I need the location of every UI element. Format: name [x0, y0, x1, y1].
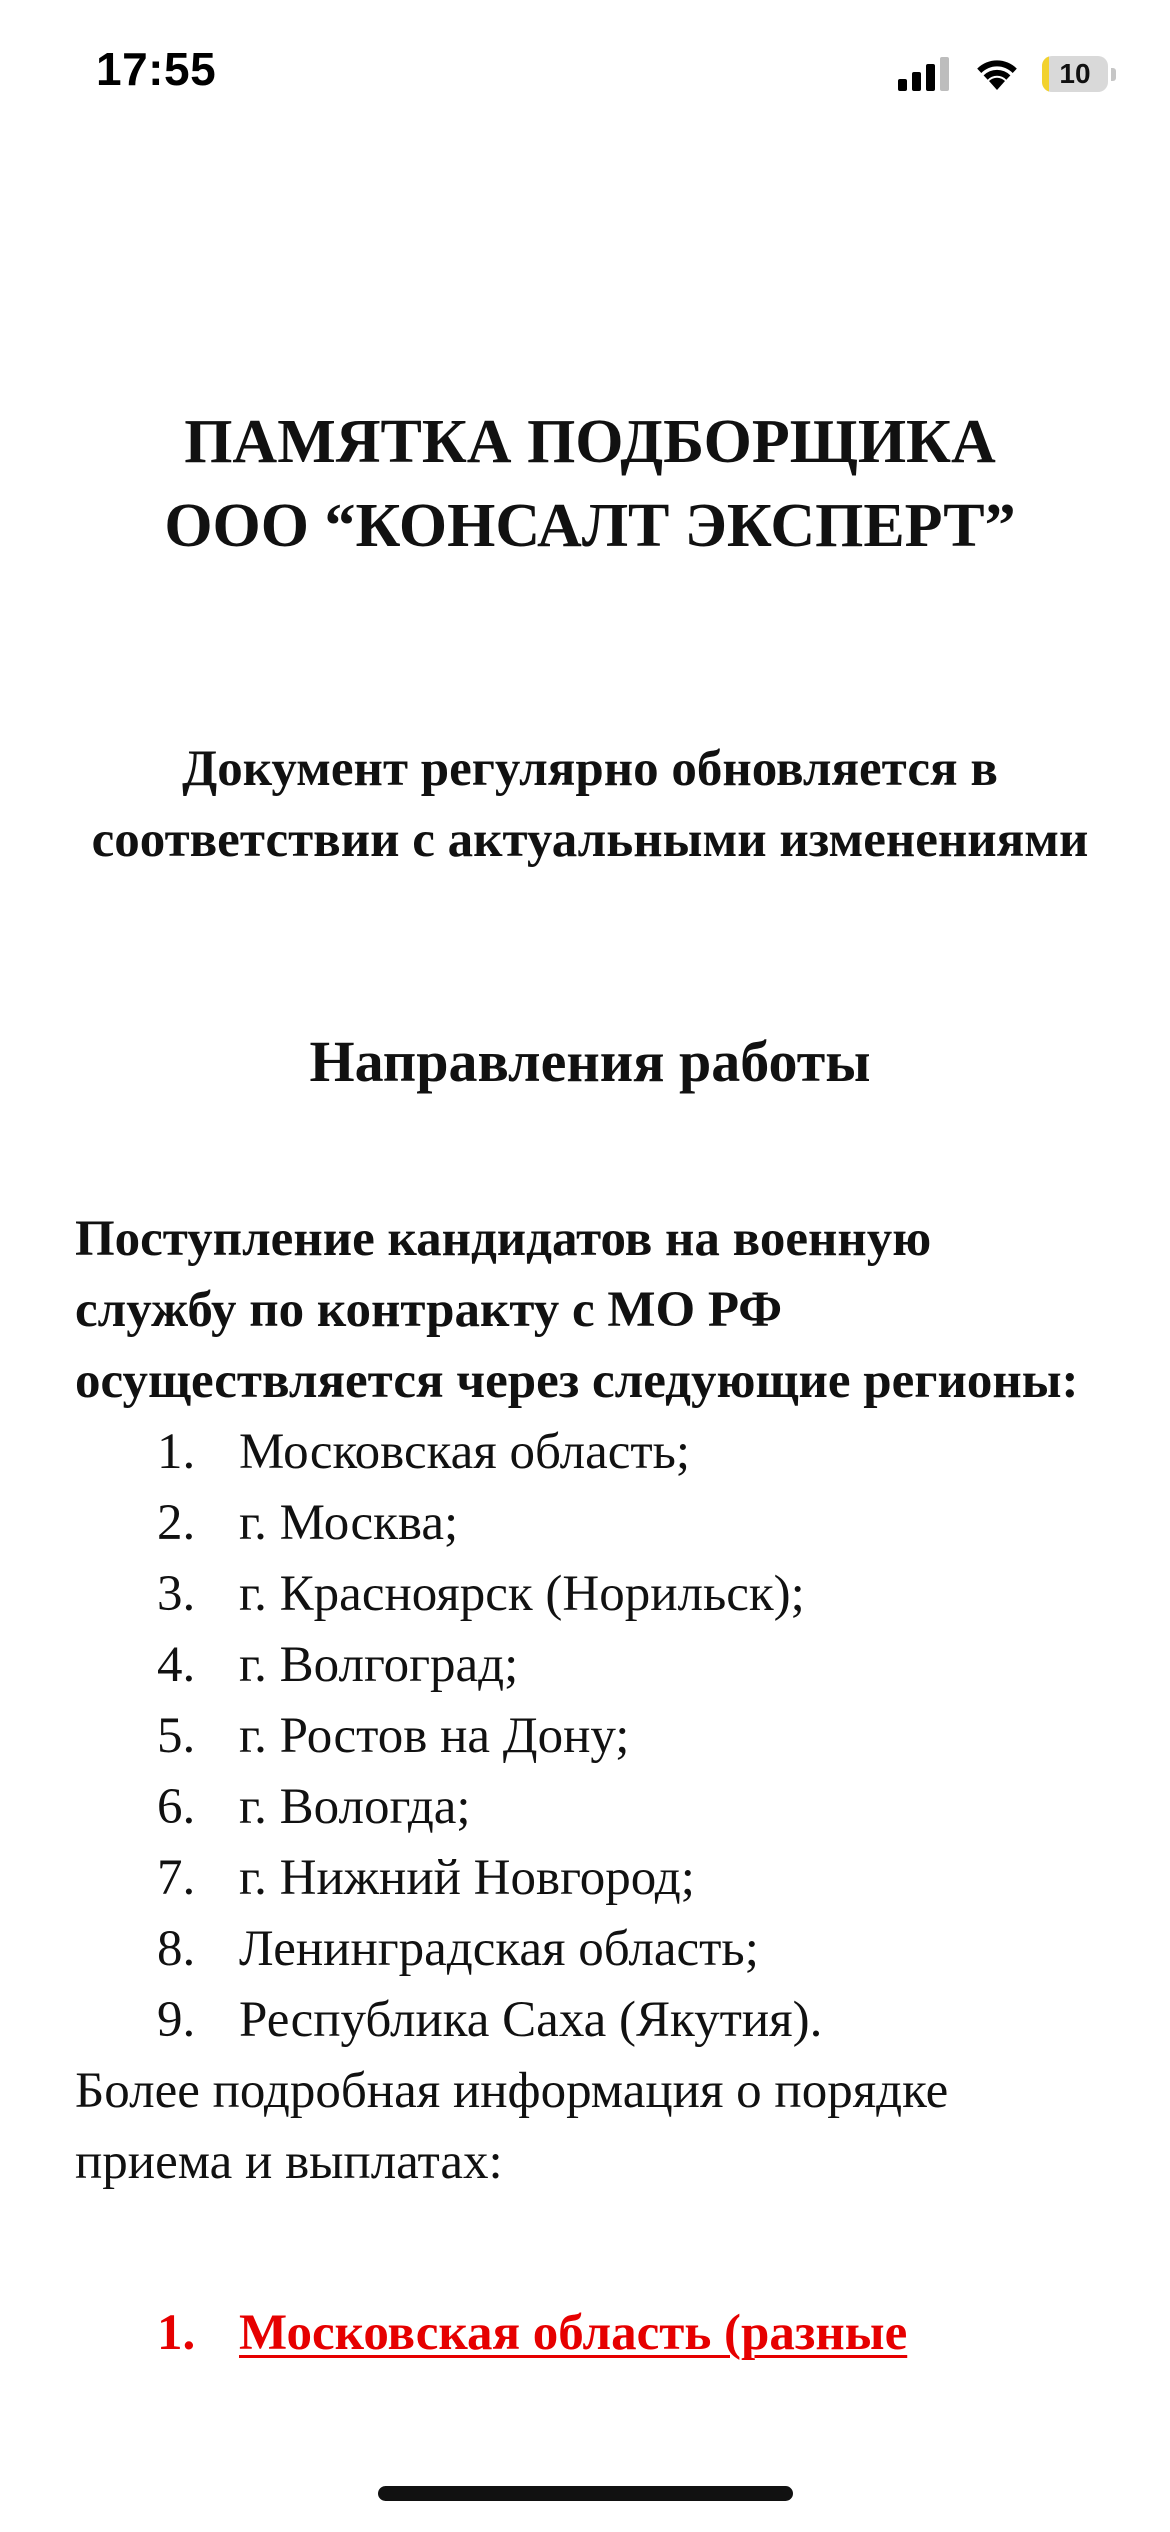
- region-text: г. Нижний Новгород;: [239, 1850, 695, 1906]
- region-item: [75, 1843, 1105, 1914]
- region-item: [75, 1985, 1105, 2056]
- region-number: 5.: [157, 1708, 196, 1764]
- region-item: [75, 1630, 1105, 1701]
- more-info-paragraph: Более подробная информация о порядке приема и выплатах:: [75, 2063, 949, 2190]
- battery-body: [1042, 56, 1108, 92]
- cellular-signal-icon: [898, 57, 952, 91]
- region-item: [75, 1488, 1105, 1559]
- region-list: [75, 1417, 1105, 2056]
- document-title-line-2: ООО “КОНСАЛТ ЭКСПЕРТ”: [164, 492, 1016, 560]
- region-item: [75, 1559, 1105, 1630]
- wifi-icon: [974, 57, 1020, 91]
- status-bar: [0, 0, 1170, 150]
- region-number: 9.: [157, 1992, 196, 2048]
- battery-icon: [1042, 56, 1116, 92]
- document-title: [75, 400, 1105, 568]
- region-item: [75, 1417, 1105, 1488]
- detail-link-item[interactable]: [75, 2298, 1105, 2369]
- region-number: 7.: [157, 1850, 196, 1906]
- intro-paragraph: Поступление кандидатов на военную службу по контракту с МО РФ осуществляется через следующие регионы:: [75, 1211, 1079, 1409]
- region-text: г. Вологда;: [239, 1779, 471, 1835]
- document-title-line-1: ПАМЯТКА ПОДБОРЩИКА: [184, 408, 996, 476]
- region-text: г. Красноярск (Норильск);: [239, 1566, 805, 1622]
- detail-link-moscow-region[interactable]: Московская область (разные: [239, 2305, 908, 2361]
- battery-cap: [1111, 68, 1116, 81]
- region-number: 2.: [157, 1495, 196, 1551]
- region-text: Республика Саха (Якутия).: [239, 1992, 823, 2048]
- region-number: 8.: [157, 1921, 196, 1977]
- region-number: 1.: [157, 1424, 196, 1480]
- status-icons: [898, 50, 1116, 98]
- battery-level: 10: [1059, 58, 1091, 89]
- status-time: 17:55: [96, 43, 217, 95]
- region-number: 4.: [157, 1637, 196, 1693]
- region-text: г. Волгоград;: [239, 1637, 519, 1693]
- region-item: [75, 1772, 1105, 1843]
- region-text: г. Москва;: [239, 1495, 459, 1551]
- document-subtitle: Документ регулярно обновляется в соответствии с актуальными изменениями: [91, 741, 1089, 868]
- home-indicator[interactable]: [378, 2486, 793, 2501]
- region-text: Ленинградская область;: [239, 1921, 759, 1977]
- region-number: 6.: [157, 1779, 196, 1835]
- detail-links-list: [75, 2298, 1105, 2369]
- document: [75, 400, 1105, 2369]
- detail-link-number: 1.: [157, 2305, 196, 2361]
- region-item: [75, 1914, 1105, 1985]
- region-item: [75, 1701, 1105, 1772]
- section-title: Направления работы: [309, 1029, 871, 1094]
- region-text: г. Ростов на Дону;: [239, 1708, 630, 1764]
- region-number: 3.: [157, 1566, 196, 1622]
- region-text: Московская область;: [239, 1424, 691, 1480]
